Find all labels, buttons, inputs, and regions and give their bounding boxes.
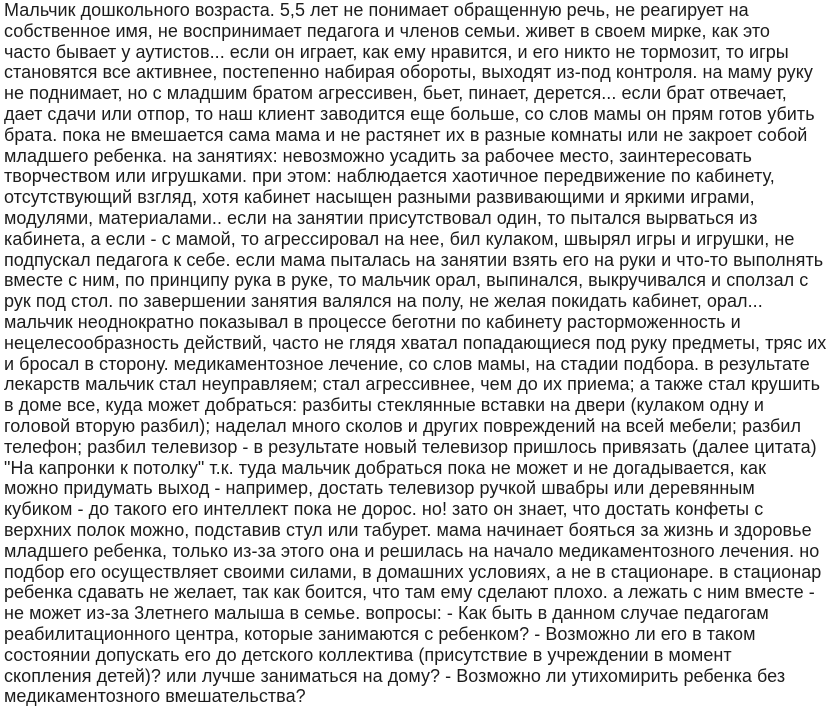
text-line-16: мальчик неоднократно показывал в процессе беготни по кабинету расторможенность и [4,311,741,332]
text-line-8: младшего ребенка. на занятиях: невозможно усадить за рабочее место, заинтересовать [4,145,752,166]
text-line-29: ребенка сдавать не желает, так как боится, что там ему сделают плохо. а лежать с ним вместе - [4,582,815,603]
text-line-34: медикаментозного вмешательства? [4,686,306,707]
text-line-33: скопления детей)? или лучше заниматься на дому? - Возможно ли утихомирить ребенка без [4,665,786,686]
text-line-5: не поднимает, но с младшим братом агрессивен, бьет, пинает, дерется... если брат отвечает, [4,83,787,104]
text-line-11: модулями, материалами.. если на занятии присутствовал один, то пытался вырваться из [4,207,758,228]
text-line-30: не может из-за 3летнего малыша в семье. вопросы: - Как быть в данном случае педагогам [4,603,769,624]
text-line-25: кубиком - до такого его интеллект пока не дорос. но! зато он знает, что достать конфеты с [4,499,764,520]
text-line-15: рук под стол. по завершении занятия валялся на полу, не желая покидать кабинет, орал... [4,291,763,312]
text-line-1: Мальчик дошкольного возраста. 5,5 лет не понимает обращенную речь, не реагирует на [4,0,749,20]
text-line-9: творчеством или игрушками. при этом: наблюдается хаотичное передвижение по кабинету, [4,166,775,187]
text-line-21: головой вторую разбил); наделал много сколов и других повреждений на всей мебели; разбил [4,415,802,436]
text-line-17: нецелесообразность действий, часто не глядя хватал попадающиеся под руку предметы, тряс их [4,332,826,353]
text-line-13: подпускал педагога к себе. если мама пыталась на занятии взять его на руки и что-то выполнять [4,249,824,270]
text-line-10: отсутствующий взгляд, хотя кабинет насыщен разными развивающими и яркими играми, [4,187,755,208]
text-line-26: верхних полок можно, подставив стул или табурет. мама начинает бояться за жизнь и здоровье [4,519,812,540]
text-line-14: вместе с ним, по принципу рука в руке, то мальчик орал, выпинался, выкручивался и сползал с [4,270,809,291]
text-line-31: реабилитационного центра, которые занимаются с ребенком? - Возможно ли его в таком [4,623,756,644]
text-line-2: собственное имя, не воспринимает педагога и членов семьи. живет в своем мирке, как это [4,20,770,41]
text-line-18: и бросал в сторону. медикаментозное лечение, со слов мамы, на стадии подбора. в результате [4,353,810,374]
text-line-19: лекарств мальчик стал неуправляем; стал агрессивнее, чем до их приема; а также стал крушить [4,374,821,395]
text-line-3: часто бывает у аутистов... если он играет, как ему нравится, и его никто не тормозит, то игры [4,41,789,62]
text-line-6: дает сдачи или отпор, то наш клиент заводится еще больше, со слов мамы он прям готов убить [4,103,815,124]
text-line-22: телефон; разбил телевизор - в результате новый телевизор пришлось привязать (далее цитата) [4,436,817,457]
text-line-24: можно придумать выход - например, достать телевизор ручкой швабры или деревянным [4,478,755,499]
text-line-28: подбор его осуществляет своими силами, в домашних условиях, а не в стационаре. в стационар [4,561,822,582]
text-line-23: "На капронки к потолку" т.к. туда мальчик добраться пока не может и не догадывается, как [4,457,767,478]
text-line-12: кабинета, а если - с мамой, то агрессировал на нее, бил кулаком, швырял игры и игрушки, не [4,228,795,249]
text-line-20: в доме все, куда может добраться: разбиты стеклянные вставки на двери (кулаком одну и [4,395,764,416]
text-line-27: младшего ребенка, только из-за этого она и решилась на начало медикаментозного лечения. но [4,540,820,561]
text-line-32: состоянии допускать его до детского коллектива (присутствие в учреждении в момент [4,644,732,665]
text-line-4: становятся все активнее, постепенно набирая обороты, выходят из-под контроля. на маму руку [4,62,813,83]
text-line-7: брата. пока не вмешается сама мама и не растянет их в разные комнаты или не закроет собой [4,124,808,145]
